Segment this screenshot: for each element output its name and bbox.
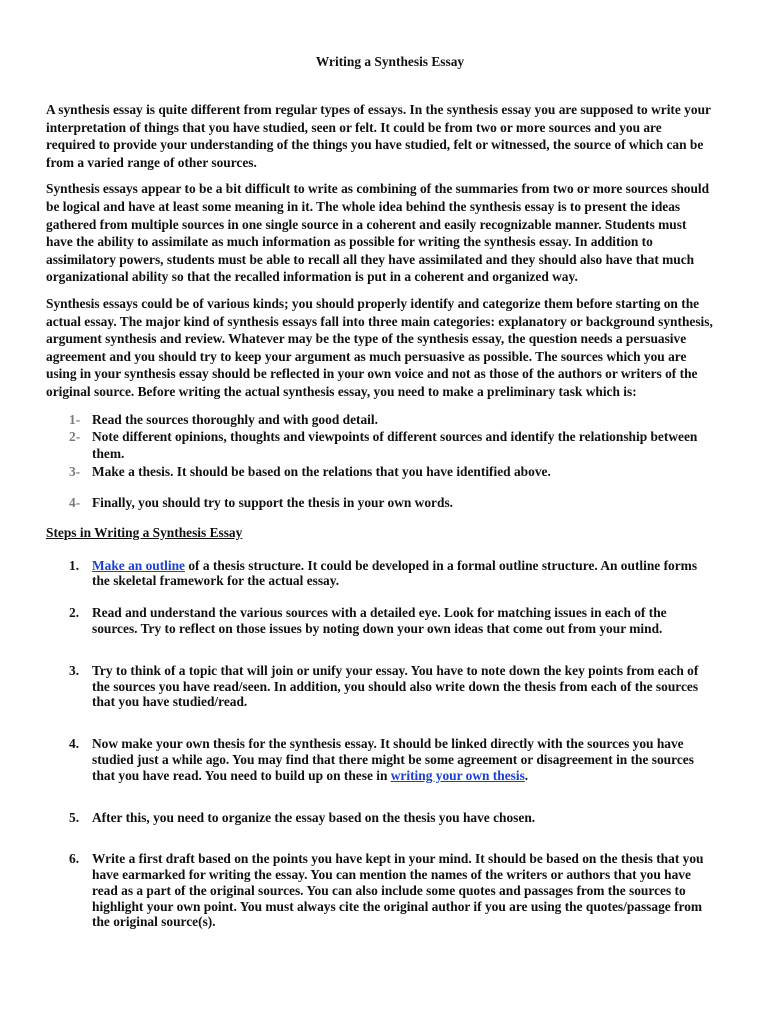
step-item: [46, 851, 714, 930]
list-item: [46, 494, 714, 511]
list-item: [46, 411, 714, 428]
step-item: [46, 663, 714, 710]
step-number: 6.: [69, 851, 80, 867]
step-text: of a thesis structure. It could be developed in a formal outline structure. An outline forms the skeletal framework for the actual essay.: [92, 557, 698, 589]
steps-heading: Steps in Writing a Synthesis Essay: [46, 524, 243, 540]
step-number: 2.: [69, 605, 80, 621]
step-text: Now make your own thesis for the synthesis essay. It should be linked directly with the sources you have studied just a while ago. You may find that there might be some agreement or disagreement in the sources that you have read. You need to build up on these in: [92, 736, 694, 783]
step-text: Write a first draft based on the points you have kept in your mind. It should be based on the thesis that you have earmarked for writing the essay. You can mention the names of the writers or authors that you have read as a part of the original sources. You can also include some quotes and passages from the sources to highlight your own point. You must always cite the original author if you are using the quotes/passage from the original source(s).: [92, 851, 704, 930]
step-item: [46, 810, 714, 826]
list-item-number: 1-: [69, 411, 81, 427]
writing-your-own-thesis-link[interactable]: writing your own thesis: [390, 767, 525, 783]
list-item-number: 4-: [69, 495, 81, 511]
list-item-text: Note different opinions, thoughts and viewpoints of different sources and identify the relationship between them.: [92, 428, 698, 462]
step-text: After this, you need to organize the essay based on the thesis you have chosen.: [92, 809, 536, 825]
make-an-outline-link[interactable]: Make an outline: [92, 557, 185, 573]
page-title: Writing a Synthesis Essay: [315, 54, 465, 69]
list-item-number: 2-: [69, 428, 81, 444]
preliminary-task-list: [46, 411, 714, 512]
step-item: [46, 558, 714, 590]
list-item-text: Finally, you should try to support the thesis in your own words.: [92, 495, 453, 511]
step-item: [46, 736, 714, 783]
paragraph-intro: A synthesis essay is quite different from regular types of essays. In the synthesis essay you are supposed to write your interpretation of things that you have studied, seen or felt. It could be from two or more sources and you are required to provide your understanding of the things you have studied, felt or witnessed, the source of which can be from a varied range of other sources.: [46, 102, 711, 170]
list-item-number: 3-: [69, 463, 81, 479]
list-item: [46, 428, 714, 463]
paragraph-difficulty: Synthesis essays appear to be a bit difficult to write as combining of the summaries from two or more sources should be logical and have at least some meaning in it. The whole idea behind the synthesis essay is to present the ideas gathered from multiple sources in one single source in a coherent and easily recognizable manner. Students must have the ability to assimilate as much information as possible for writing the synthesis essay. In addition to assimilatory powers, students must be able to recall all they have assimilated and they should also have that much organizational ability so that the recalled information is put in a coherent and organized way.: [46, 181, 710, 285]
step-number: 1.: [69, 557, 80, 573]
step-number: 4.: [69, 736, 80, 752]
step-text: Try to think of a topic that will join or unify your essay. You have to note down the key points from each of the sources you have read/seen. In addition, you should also write down the thesis from each of the sources that you have studied/read.: [92, 662, 699, 710]
step-number: 5.: [69, 809, 80, 825]
step-number: 3.: [69, 662, 80, 678]
list-item: [46, 463, 714, 480]
list-item-text: Read the sources thoroughly and with good detail.: [92, 411, 378, 427]
paragraph-kinds: Synthesis essays could be of various kinds; you should properly identify and categorize them before starting on the actual essay. The major kind of synthesis essays fall into three main categories: explanatory or background synthesis, argument synthesis and review. Whatever may be the type of the synthesis essay, the question needs a persuasive agreement and you should try to keep your argument as much persuasive as possible. The sources which you are using in your synthesis essay should be reflected in your own voice and not as those of the authors or writers of the original source. Before writing the actual synthesis essay, you need to make a preliminary task which is:: [46, 295, 713, 399]
steps-list: [46, 558, 714, 931]
step-item: [46, 605, 714, 637]
step-text: Read and understand the various sources with a detailed eye. Look for matching issues in each of the sources. Try to reflect on those issues by noting down your own ideas that come out from your mind.: [92, 605, 667, 636]
list-item-text: Make a thesis. It should be based on the relations that you have identified above.: [92, 463, 551, 479]
step-text-end: .: [524, 767, 529, 783]
